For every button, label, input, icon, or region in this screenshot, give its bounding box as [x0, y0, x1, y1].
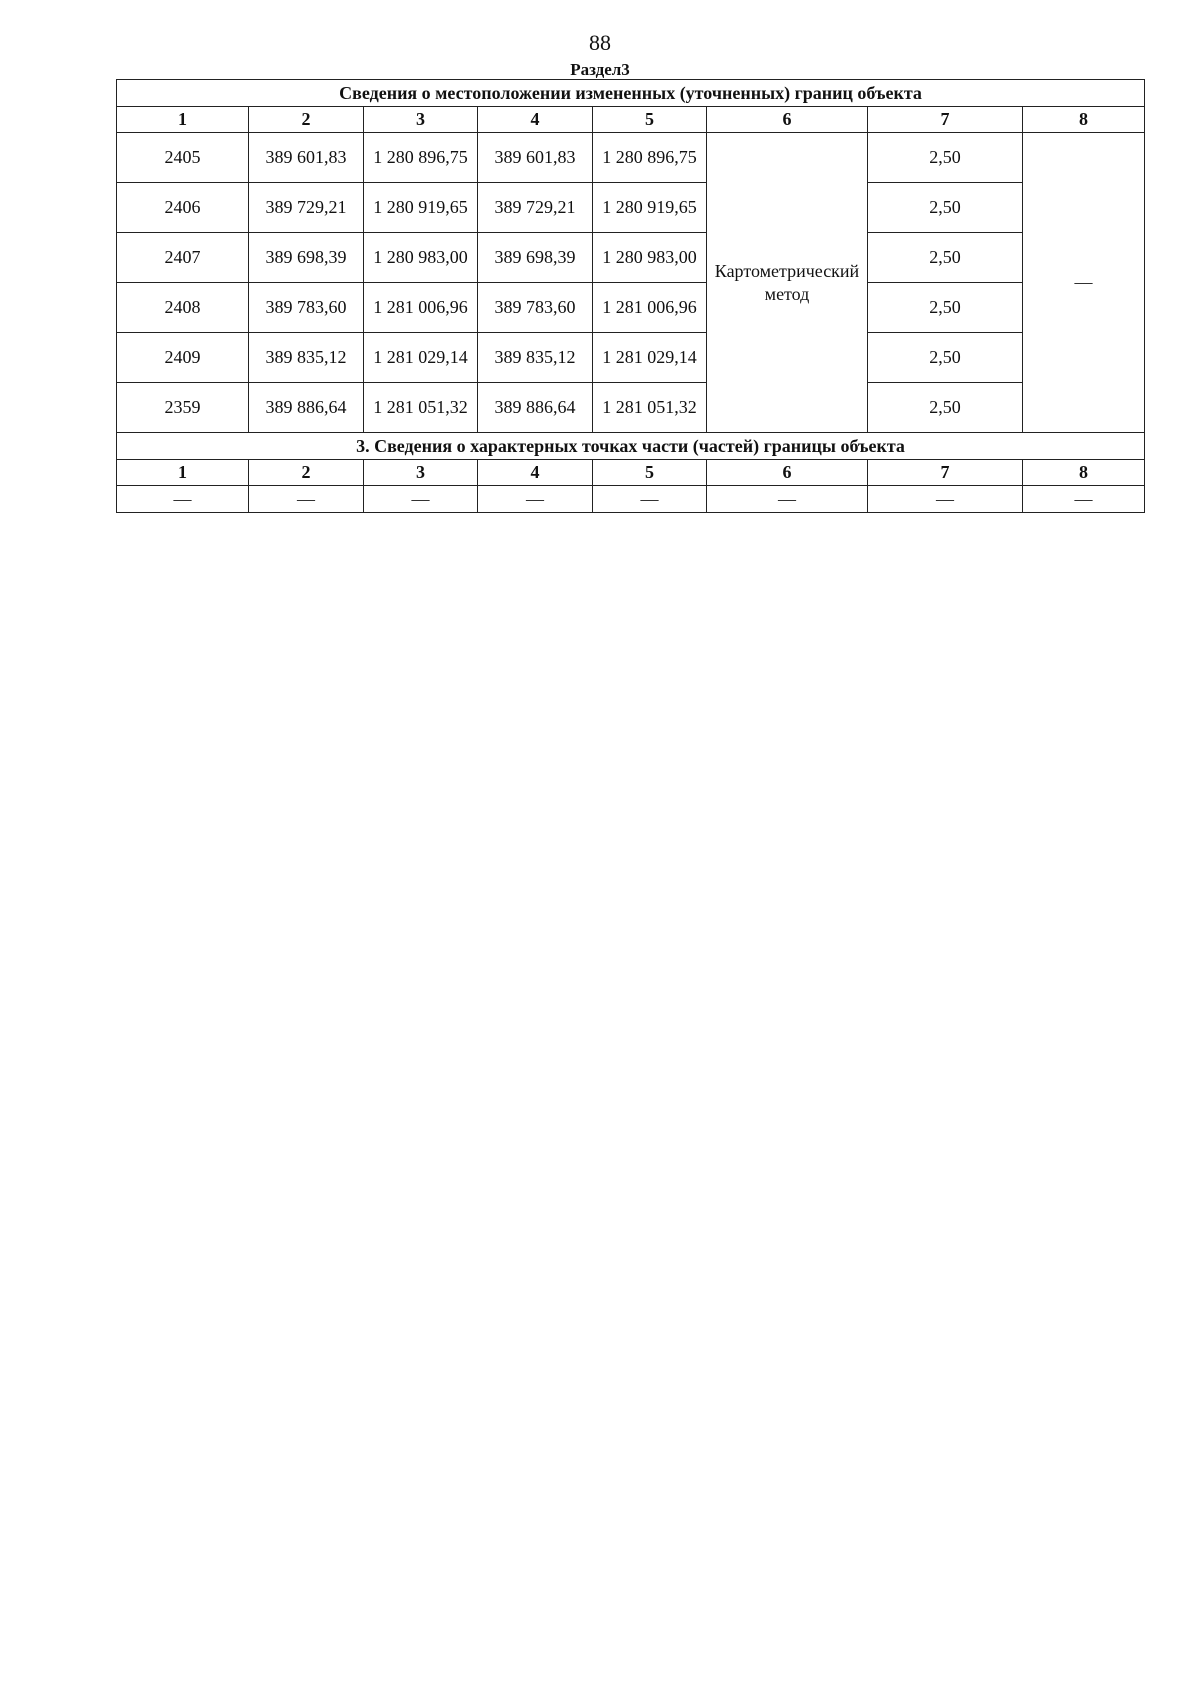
table-row: [117, 283, 1145, 333]
empty-cell: —: [364, 486, 478, 513]
page-number: 88: [589, 30, 611, 55]
cell-x-new: 389 698,39: [478, 233, 593, 283]
cell-x-existing: 389 783,60: [249, 283, 364, 333]
column-header: 3: [364, 460, 478, 486]
cell-x-new: 389 729,21: [478, 183, 593, 233]
column-header: 1: [117, 460, 249, 486]
column-header: 2: [249, 107, 364, 133]
cell-y-existing: 1 280 896,75: [364, 133, 478, 183]
column-header: 5: [593, 460, 707, 486]
column-header: 7: [868, 107, 1023, 133]
cell-y-existing: 1 281 051,32: [364, 383, 478, 433]
empty-cell: —: [1023, 486, 1145, 513]
cell-x-new: 389 835,12: [478, 333, 593, 383]
cell-x-new: 389 783,60: [478, 283, 593, 333]
column-header: 8: [1023, 460, 1145, 486]
table2-title: 3. Сведения о характерных точках части (частей) границы объекта: [117, 433, 1145, 460]
cell-y-new: 1 281 051,32: [593, 383, 707, 433]
empty-cell: —: [117, 486, 249, 513]
column-header: 4: [478, 460, 593, 486]
table1-header-row: [117, 107, 1145, 133]
col8-cell: —: [1023, 133, 1145, 433]
cell-x-existing: 389 698,39: [249, 233, 364, 283]
column-header: 3: [364, 107, 478, 133]
method-cell: Картометрический метод: [707, 133, 868, 433]
table-row: [117, 486, 1145, 513]
cell-x-existing: 389 886,64: [249, 383, 364, 433]
cell-accuracy: 2,50: [868, 133, 1023, 183]
cell-y-existing: 1 281 006,96: [364, 283, 478, 333]
cell-y-new: 1 281 029,14: [593, 333, 707, 383]
cell-accuracy: 2,50: [868, 183, 1023, 233]
column-header: 5: [593, 107, 707, 133]
point-number: 2408: [117, 283, 249, 333]
cell-y-new: 1 280 919,65: [593, 183, 707, 233]
empty-cell: —: [707, 486, 868, 513]
cell-accuracy: 2,50: [868, 233, 1023, 283]
column-header: 2: [249, 460, 364, 486]
cell-x-existing: 389 729,21: [249, 183, 364, 233]
table-row: [117, 383, 1145, 433]
cell-y-existing: 1 280 983,00: [364, 233, 478, 283]
cell-y-existing: 1 280 919,65: [364, 183, 478, 233]
table2-title-row: [117, 433, 1145, 460]
boundary-table: [116, 79, 1145, 513]
table2-header-row: [117, 460, 1145, 486]
cell-accuracy: 2,50: [868, 333, 1023, 383]
table-row: [117, 133, 1145, 183]
cell-x-existing: 389 601,83: [249, 133, 364, 183]
cell-y-existing: 1 281 029,14: [364, 333, 478, 383]
empty-cell: —: [868, 486, 1023, 513]
cell-x-new: 389 886,64: [478, 383, 593, 433]
point-number: 2407: [117, 233, 249, 283]
table1-title-row: [117, 80, 1145, 107]
column-header: 6: [707, 460, 868, 486]
table-row: [117, 233, 1145, 283]
column-header: 8: [1023, 107, 1145, 133]
cell-x-new: 389 601,83: [478, 133, 593, 183]
empty-cell: —: [249, 486, 364, 513]
table-row: [117, 333, 1145, 383]
table1-title: Сведения о местоположении измененных (уточненных) границ объекта: [117, 80, 1145, 107]
point-number: 2359: [117, 383, 249, 433]
column-header: 1: [117, 107, 249, 133]
point-number: 2409: [117, 333, 249, 383]
column-header: 6: [707, 107, 868, 133]
cell-y-new: 1 280 896,75: [593, 133, 707, 183]
cell-y-new: 1 281 006,96: [593, 283, 707, 333]
empty-cell: —: [478, 486, 593, 513]
column-header: 4: [478, 107, 593, 133]
point-number: 2406: [117, 183, 249, 233]
cell-accuracy: 2,50: [868, 383, 1023, 433]
cell-y-new: 1 280 983,00: [593, 233, 707, 283]
empty-cell: —: [593, 486, 707, 513]
cell-accuracy: 2,50: [868, 283, 1023, 333]
cell-x-existing: 389 835,12: [249, 333, 364, 383]
column-header: 7: [868, 460, 1023, 486]
point-number: 2405: [117, 133, 249, 183]
table-row: [117, 183, 1145, 233]
section-title: Раздел3: [570, 60, 630, 79]
